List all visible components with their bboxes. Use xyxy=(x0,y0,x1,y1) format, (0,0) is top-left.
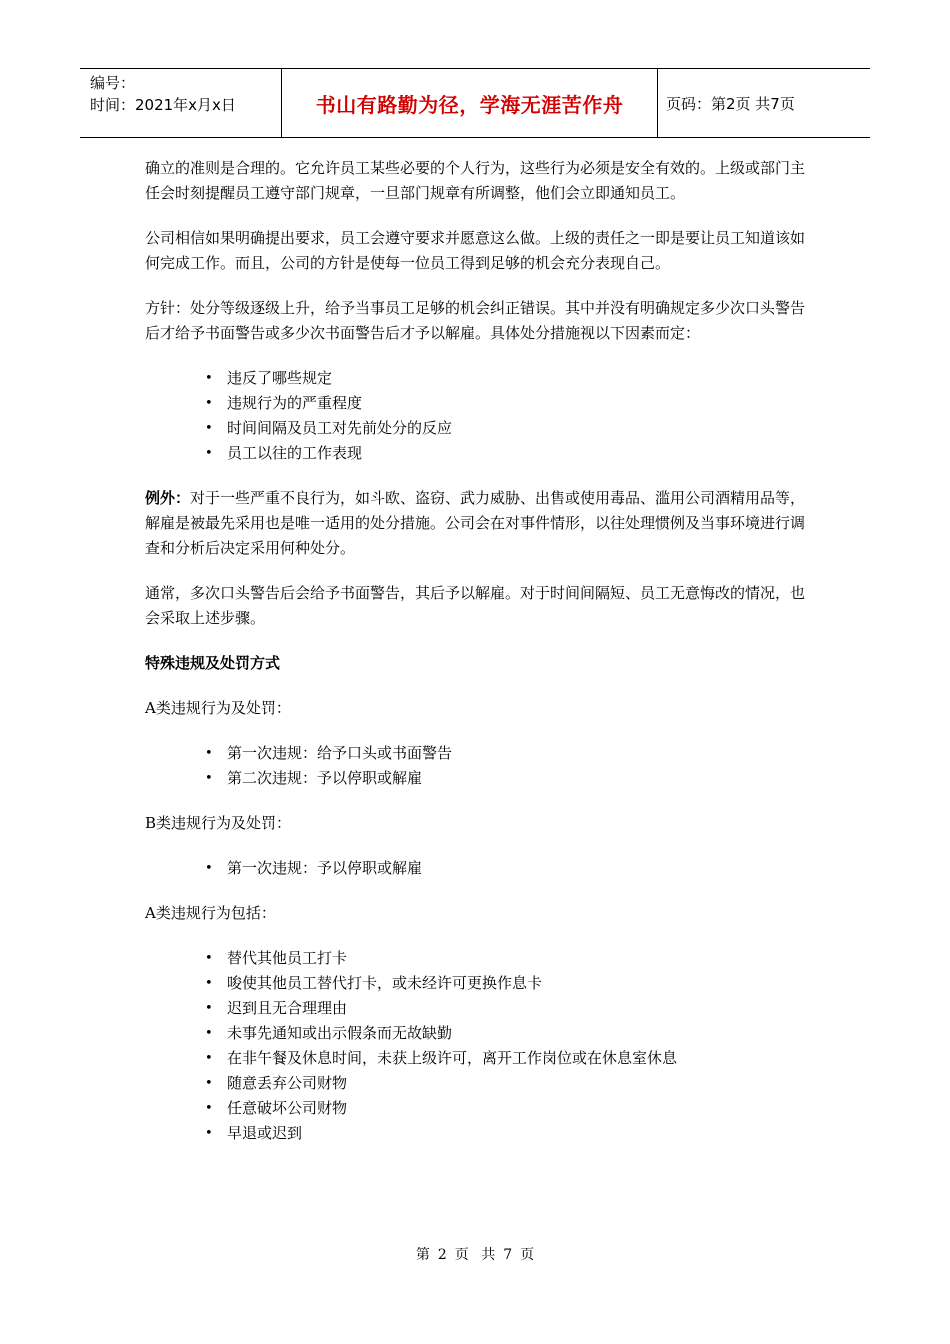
list-item: • 员工以往的工作表现 xyxy=(205,441,810,466)
bullet-icon: • xyxy=(205,951,213,966)
list-item: • 违规行为的严重程度 xyxy=(205,391,810,416)
footer-total-pages: 7 xyxy=(503,1247,513,1263)
number-label: 编号： xyxy=(90,74,136,92)
list-item: • 第二次违规：予以停职或解雇 xyxy=(205,766,810,791)
a-violations-list xyxy=(145,946,810,1146)
footer-ye: 页 xyxy=(454,1247,469,1263)
a-class-penalties xyxy=(145,741,810,791)
list-item: • 第一次违规：予以停职或解雇 xyxy=(205,856,810,881)
list-item: • 任意破坏公司财物 xyxy=(205,1096,810,1121)
paragraph-rules: 确立的准则是合理的。它允许员工某些必要的个人行为，这些行为必须是安全有效的。上级或部门主任会时刻提醒员工遵守部门规章，一旦部门规章有所调整，他们会立即通知员工。 xyxy=(145,159,806,202)
paragraph-usual: 通常，多次口头警告后会给予书面警告，其后予以解雇。对于时间间隔短、员工无意悔改的情况，也会采取上述步骤。 xyxy=(145,584,806,627)
paragraph-company-belief: 公司相信如果明确提出要求，员工会遵守要求并愿意这么做。上级的责任之一即是要让员工知道该如何完成工作。而且，公司的方针是使每一位员工得到足够的机会充分表现自己。 xyxy=(145,229,806,272)
header-meta-cell xyxy=(80,69,282,137)
bullet-icon: • xyxy=(205,1051,213,1066)
bullet-icon: • xyxy=(205,861,213,876)
b-class-title: B类违规行为及处罚： xyxy=(145,814,292,832)
list-item: • 第一次违规：给予口头或书面警告 xyxy=(205,741,810,766)
header-motto: 书山有路勤为径，学海无涯苦作舟 xyxy=(282,69,658,137)
bullet-icon: • xyxy=(205,446,213,461)
document-header xyxy=(80,68,870,138)
bullet-icon: • xyxy=(205,976,213,991)
list-item: • 随意丢弃公司财物 xyxy=(205,1071,810,1096)
exception-label: 例外： xyxy=(145,489,191,507)
bullet-icon: • xyxy=(205,371,213,386)
exception-text: 对于一些严重不良行为，如斗欧、盗窃、武力威胁、出售或使用毒品、滥用公司酒精用品等，解雇是被最先采用也是唯一适用的处分措施。公司会在对事件情形，以往处理惯例及当事环境进行调查和分析后决定采用何种处分。 xyxy=(145,489,806,557)
paragraph-policy: 方针：处分等级逐级上升，给予当事员工足够的机会纠正错误。其中并没有明确规定多少次口头警告后才给予书面警告或多少次书面警告后才予以解雇。具体处分措施视以下因素而定： xyxy=(145,299,806,342)
bullet-icon: • xyxy=(205,746,213,761)
footer-current-page: 2 xyxy=(437,1247,447,1263)
document-body xyxy=(145,156,810,1166)
list-item: • 时间间隔及员工对先前处分的反应 xyxy=(205,416,810,441)
list-item: • 替代其他员工打卡 xyxy=(205,946,810,971)
list-item: • 迟到且无合理理由 xyxy=(205,996,810,1021)
bullet-icon: • xyxy=(205,421,213,436)
list-item: • 违反了哪些规定 xyxy=(205,366,810,391)
bullet-icon: • xyxy=(205,1026,213,1041)
a-class-title: A类违规行为及处罚： xyxy=(145,699,291,717)
footer-di: 第 xyxy=(415,1247,430,1263)
bullet-icon: • xyxy=(205,1076,213,1091)
bullet-icon: • xyxy=(205,1101,213,1116)
b-class-penalties xyxy=(145,856,810,881)
page-footer xyxy=(0,1244,950,1264)
paragraph-exception xyxy=(145,486,810,561)
footer-gong: 共 xyxy=(481,1247,496,1263)
list-item: • 早退或迟到 xyxy=(205,1121,810,1146)
header-page-code: 页码：第2页 共7页 xyxy=(666,94,795,113)
list-item: • 唆使其他员工替代打卡，或未经许可更换作息卡 xyxy=(205,971,810,996)
footer-ye2: 页 xyxy=(520,1247,535,1263)
bullet-icon: • xyxy=(205,771,213,786)
list-item: • 在非午餐及休息时间，未获上级许可，离开工作岗位或在休息室休息 xyxy=(205,1046,810,1071)
bullet-icon: • xyxy=(205,1001,213,1016)
time-label: 时间：2021年x月x日 xyxy=(90,96,236,114)
factors-list xyxy=(145,366,810,466)
section-heading: 特殊违规及处罚方式 xyxy=(145,654,281,672)
a-violations-title: A类违规行为包括： xyxy=(145,904,276,922)
bullet-icon: • xyxy=(205,1126,213,1141)
list-item: • 未事先通知或出示假条而无故缺勤 xyxy=(205,1021,810,1046)
bullet-icon: • xyxy=(205,396,213,411)
